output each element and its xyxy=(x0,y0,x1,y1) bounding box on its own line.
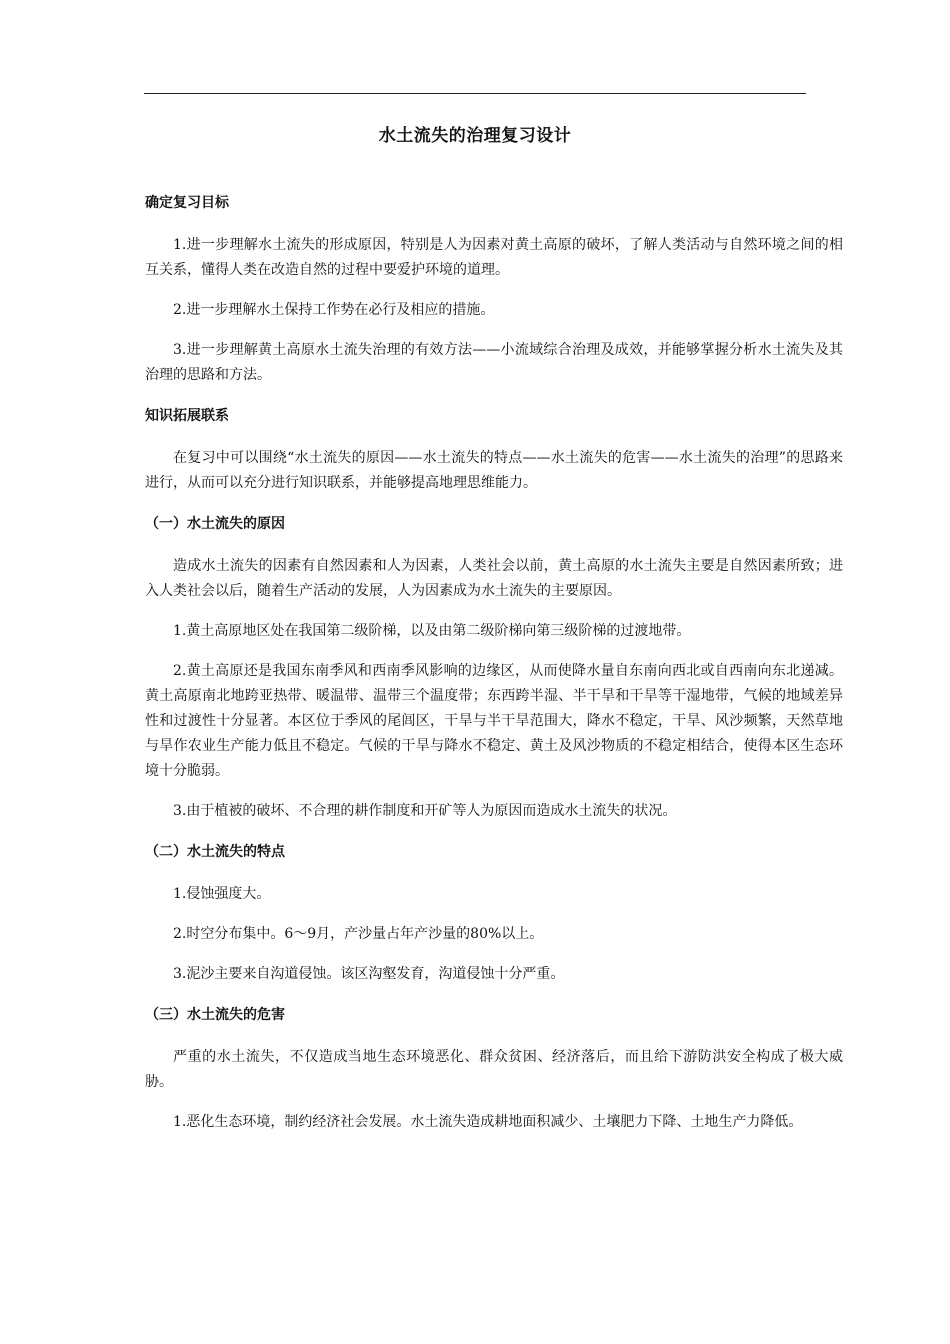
section-heading-harms: （三）水土流失的危害 xyxy=(145,1007,285,1023)
section-heading-causes: （一）水土流失的原因 xyxy=(145,516,285,532)
goal-item: 1.进一步理解水土流失的形成原因，特别是人为因素对黄土高原的破坏，了解人类活动与自然环境之间的相互关系，懂得人类在改造自然的过程中要爱护环境的道理。 xyxy=(145,237,843,278)
section-heading-extension: 知识拓展联系 xyxy=(145,408,229,424)
goal-item: 3.进一步理解黄土高原水土流失治理的有效方法——小流域综合治理及成效，并能够掌握分析水土流失及其治理的思路和方法。 xyxy=(145,342,843,383)
cause-item: 3.由于植被的破坏、不合理的耕作制度和开矿等人为原因而造成水土流失的状况。 xyxy=(173,803,677,819)
feature-item: 3.泥沙主要来自沟道侵蚀。该区沟壑发育，沟道侵蚀十分严重。 xyxy=(173,966,565,982)
harm-item: 1.恶化生态环境，制约经济社会发展。水土流失造成耕地面积减少、土壤肥力下降、土地生产力降低。 xyxy=(173,1114,803,1130)
header-rule xyxy=(144,93,806,94)
cause-item: 1.黄土高原地区处在我国第二级阶梯，以及由第二级阶梯向第三级阶梯的过渡地带。 xyxy=(173,623,691,639)
causes-intro: 造成水土流失的因素有自然因素和人为因素，人类社会以前，黄土高原的水土流失主要是自然因素所致；进入人类社会以后，随着生产活动的发展，人为因素成为水土流失的主要原因。 xyxy=(145,558,843,599)
section-heading-features: （二）水土流失的特点 xyxy=(145,844,285,860)
feature-item: 2.时空分布集中。6～9月，产沙量占年产沙量的80%以上。 xyxy=(173,926,544,942)
cause-item: 2.黄土高原还是我国东南季风和西南季风影响的边缘区，从而使降水量自东南向西北或自西南向东北递减。黄土高原南北地跨亚热带、暖温带、温带三个温度带；东西跨半湿、半干旱和干旱等干湿地带，气候的地域差异性和过渡性十分显著。本区位于季风的尾闾区，干旱与半干旱范围大，降水不稳定，干旱、风沙频繁，天然草地与旱作农业生产能力低且不稳定。气候的干旱与降水不稳定、黄土及风沙物质的不稳定相结合，使得本区生态环境十分脆弱。 xyxy=(145,663,843,779)
feature-item: 1.侵蚀强度大。 xyxy=(173,886,271,902)
document-title: 水土流失的治理复习设计 xyxy=(378,126,572,146)
document-body xyxy=(145,190,843,1150)
goal-item: 2.进一步理解水土保持工作势在必行及相应的措施。 xyxy=(173,302,495,318)
extension-intro: 在复习中可以围绕“水土流失的原因——水土流失的特点——水土流失的危害——水土流失的治理”的思路来进行，从而可以充分进行知识联系，并能够提高地理思维能力。 xyxy=(145,450,843,491)
section-heading-goals: 确定复习目标 xyxy=(145,195,229,211)
harms-intro: 严重的水土流失，不仅造成当地生态环境恶化、群众贫困、经济落后，而且给下游防洪安全构成了极大威胁。 xyxy=(145,1049,843,1090)
